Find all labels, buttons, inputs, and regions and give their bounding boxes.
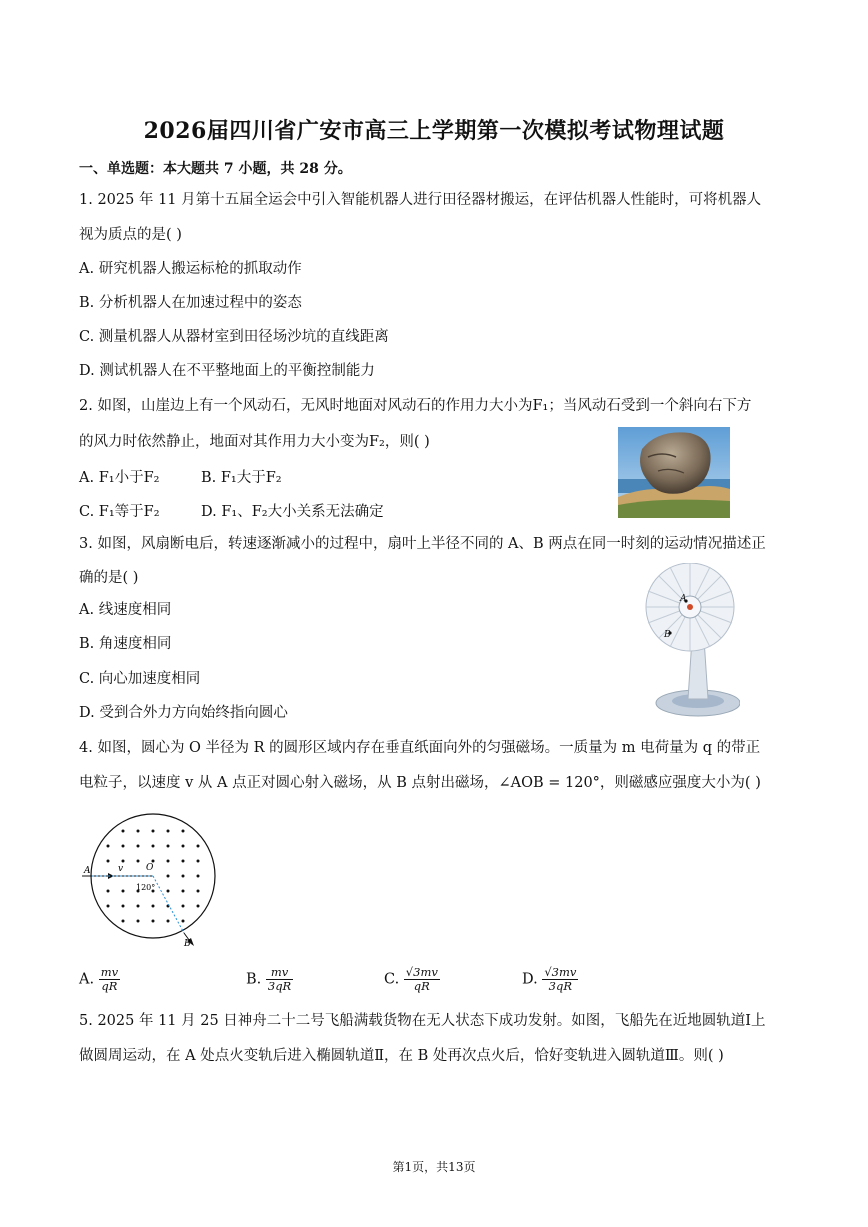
field-dot [197,905,200,908]
q4-option-a-prefix: A. [79,971,95,988]
q4-option-b-fraction [266,966,293,993]
velocity-label: v [118,864,124,874]
field-dot [107,890,110,893]
q4-option-b [246,966,293,993]
q4-stem-line1: 4. 如图，圆心为 O 半径为 R 的圆形区域内存在垂直纸面向外的匀强磁场。一质量为 m 电荷量为 q 的带正 [79,740,761,756]
field-dot [122,905,125,908]
field-dot [137,860,140,863]
q4-d-numerator: √3mv [544,965,577,979]
field-dot [197,875,200,878]
field-dot [107,845,110,848]
section-heading: 一、单选题：本大题共 7 小题，共 28 分。 [79,161,352,177]
q4-d-denominator: 3qR [548,979,573,993]
field-dot [122,830,125,833]
field-dot [182,905,185,908]
field-dot [122,890,125,893]
q5-stem-line2: 做圆周运动，在 A 处点火变轨后进入椭圆轨道Ⅱ，在 B 处再次点火后，恰好变轨进入圆轨道Ⅲ。则( ) [79,1048,724,1064]
q2-option-a: A. F₁小于F₂ [79,470,160,486]
fan-point-a-label: A [680,594,687,604]
field-dot [152,905,155,908]
field-dot [167,890,170,893]
q4-c-denominator: qR [413,979,430,993]
field-dot [122,845,125,848]
q5-stem-line1: 5. 2025 年 11 月 25 日神舟二十二号飞船满载货物在无人状态下成功发射。如图，飞船先在近地圆轨道Ⅰ上 [79,1013,766,1029]
field-dot [122,860,125,863]
q4-option-a [79,966,120,993]
field-dot [137,920,140,923]
field-dot [197,890,200,893]
q4-option-d [522,966,578,993]
q2-option-c: C. F₁等于F₂ [79,504,160,520]
page-footer: 第1页，共13页 [392,1160,476,1174]
q3-stem-line2: 确的是( ) [79,570,139,586]
field-dot [137,830,140,833]
field-dot [167,920,170,923]
field-dot [197,860,200,863]
field-dot [182,845,185,848]
field-dot [137,905,140,908]
q2-option-d: D. F₁、F₂大小关系无法确定 [201,504,384,520]
q4-stem-line2: 电粒子，以速度 v 从 A 点正对圆心射入磁场，从 B 点射出磁场，∠AOB = 120°，则磁感应强度大小为( ) [79,775,761,791]
field-dot [167,830,170,833]
fan-point-b-label: B [664,630,671,640]
q4-option-c-prefix: C. [384,971,400,988]
q1-option-b: B. 分析机器人在加速过程中的姿态 [79,295,302,311]
field-dot [182,920,185,923]
field-dot [107,860,110,863]
q3-option-c: C. 向心加速度相同 [79,671,201,687]
q1-option-d: D. 测试机器人在不平整地面上的平衡控制能力 [79,363,375,379]
field-dot [137,845,140,848]
electric-fan-figure [640,563,740,719]
q4-option-c [384,966,440,993]
q3-stem-line1: 3. 如图，风扇断电后，转速逐渐减小的过程中，扇叶上半径不同的 A、B 两点在同一时刻的运动情况描述正 [79,536,766,552]
point-b-label: B [184,939,191,948]
field-dot [182,875,185,878]
point-a-label: A [84,866,91,876]
magnetic-field-diagram [80,808,220,948]
q1-stem-line2: 视为质点的是( ) [79,227,182,243]
field-dot [107,905,110,908]
field-dot [152,845,155,848]
field-dot [152,920,155,923]
q1-option-c: C. 测量机器人从器材室到田径场沙坑的直线距离 [79,329,389,345]
q2-option-b: B. F₁大于F₂ [201,470,282,486]
field-dot [182,830,185,833]
q3-option-d: D. 受到合外力方向始终指向圆心 [79,705,288,721]
page-title: 2026届四川省广安市高三上学期第一次模拟考试物理试题 [143,118,725,144]
q1-option-a: A. 研究机器人搬运标枪的抓取动作 [79,261,302,277]
q4-option-d-fraction [542,966,578,993]
q2-stem-line2: 的风力时依然静止，地面对其作用力大小变为F₂，则( ) [79,434,430,450]
wind-rock-photo [618,427,730,518]
q4-option-c-fraction [404,966,440,993]
q4-b-denominator: 3qR [267,979,292,993]
q4-option-a-fraction [99,966,120,993]
q3-option-b: B. 角速度相同 [79,636,172,652]
q2-stem-line1: 2. 如图，山崖边上有一个风动石，无风时地面对风动石的作用力大小为F₁；当风动石受到一个斜向右下方 [79,398,752,414]
angle-label: 120° [136,883,156,892]
q1-stem-line1: 1. 2025 年 11 月第十五届全运会中引入智能机器人进行田径器材搬运，在评估机器人性能时，可将机器人 [79,192,762,208]
q4-b-numerator: mv [266,966,293,980]
q4-c-numerator: √3mv [405,965,438,979]
q4-a-denominator: qR [101,979,118,993]
field-dot [122,920,125,923]
center-o-label: O [146,863,154,873]
q4-a-numerator: mv [100,965,119,979]
field-dot [167,845,170,848]
field-dot [182,860,185,863]
field-dot [182,890,185,893]
field-dot [197,845,200,848]
q4-option-d-prefix: D. [522,971,538,988]
field-dot [167,875,170,878]
q4-option-b-prefix: B. [246,971,262,988]
field-dot [152,830,155,833]
q3-option-a: A. 线速度相同 [79,602,172,618]
field-dot [167,860,170,863]
